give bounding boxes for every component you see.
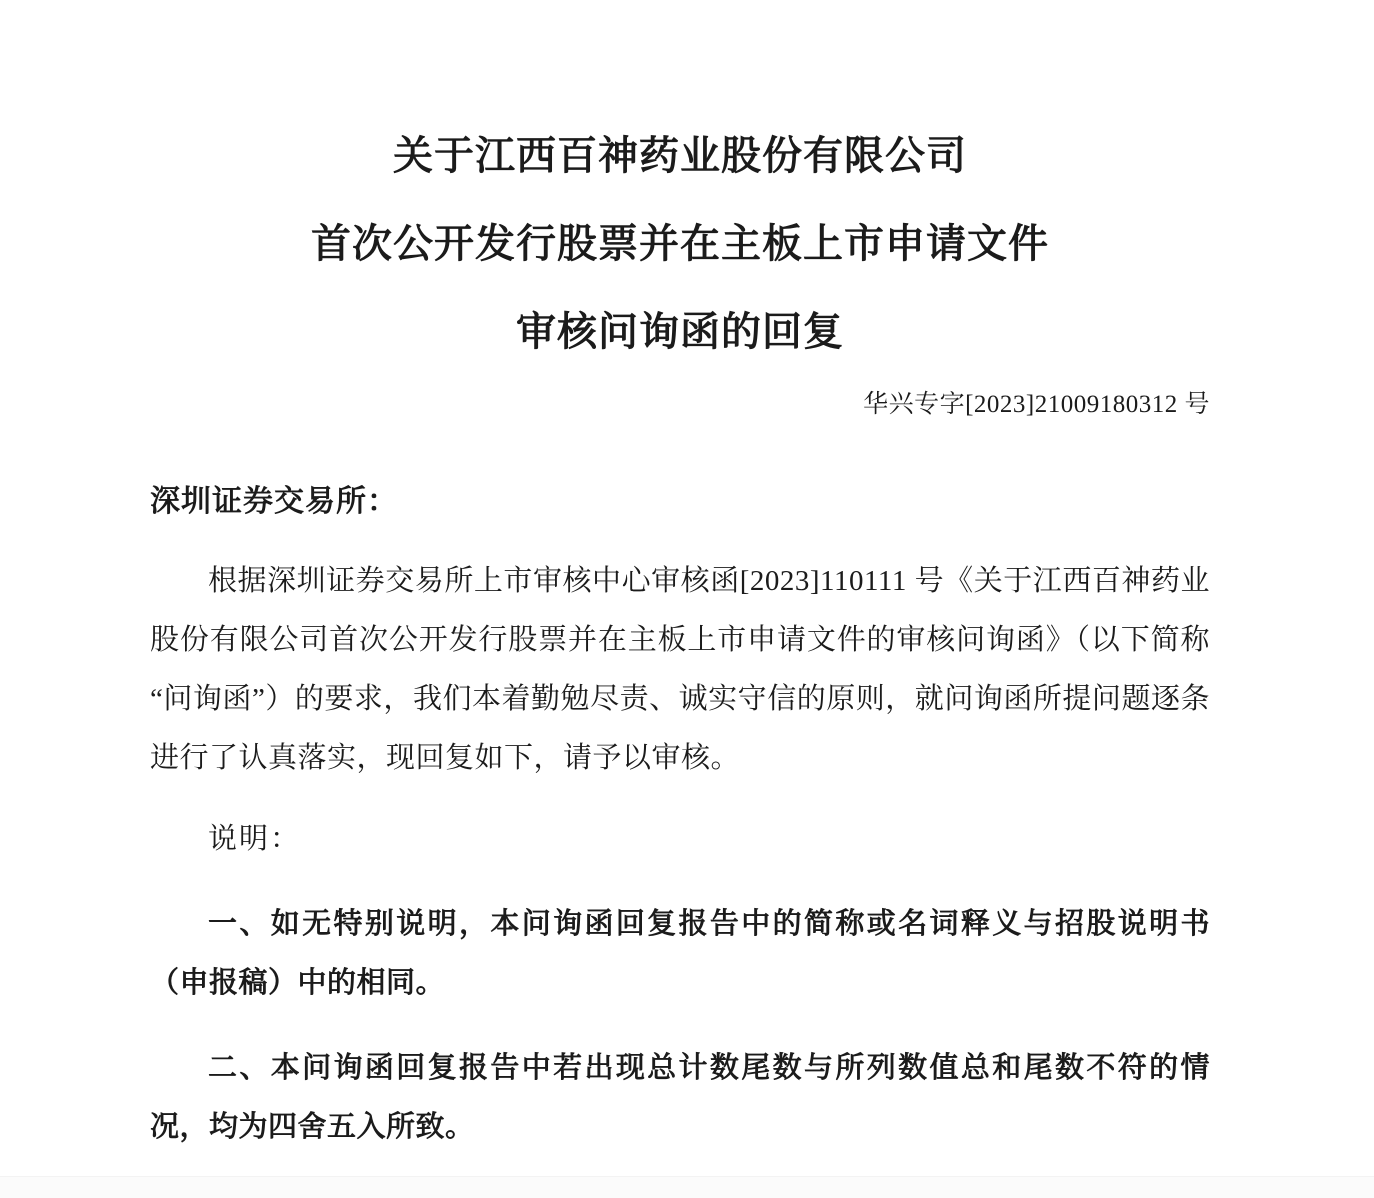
doc-reference-number: 华兴专字[2023]21009180312 号 xyxy=(863,391,1210,418)
intro-paragraph: 根据深圳证券交易所上市审核中心审核函[2023]110111 号《关于江西百神药业股份有限公司首次公开发行股票并在主板上市申请文件的审核问询函》（以下简称“问询函”）的要求，我们本着勤勉尽责、诚实守信的原则，就问询函所提问题逐条进行了认真落实，现回复如下，请予以审核。 xyxy=(150,565,1210,774)
document-title xyxy=(150,0,1210,376)
document-title-line-3: 审核问询函的回复 xyxy=(516,309,844,354)
document-content xyxy=(150,0,1210,1157)
salutation: 深圳证券交易所： xyxy=(150,485,398,518)
notes-label: 说明： xyxy=(208,823,302,855)
document-title-line-1: 关于江西百神药业股份有限公司 xyxy=(393,133,967,178)
note-item-1: 一、如无特别说明，本问询函回复报告中的简称或名词释义与招股说明书（申报稿）中的相同。 xyxy=(150,908,1210,999)
document-title-line-2: 首次公开发行股票并在主板上市申请文件 xyxy=(311,221,1049,266)
note-item-2: 二、本问询函回复报告中若出现总计数尾数与所列数值总和尾数不符的情况，均为四舍五入所致。 xyxy=(150,1052,1210,1143)
page-bottom-edge xyxy=(0,1176,1374,1198)
